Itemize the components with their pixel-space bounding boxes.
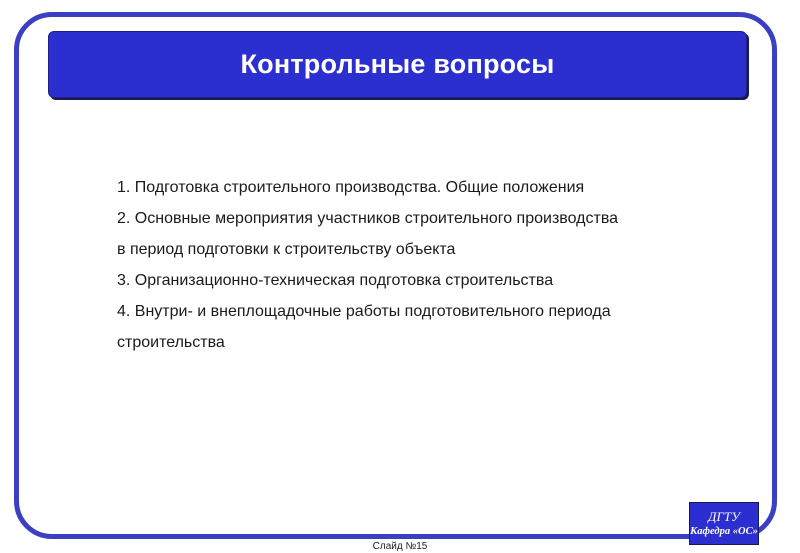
department-badge — [689, 502, 759, 545]
question-line: строительства — [117, 334, 225, 351]
title-banner — [48, 31, 747, 98]
question-line: 3. Организационно-техническая подготовка строительства — [117, 272, 554, 289]
question-line: 2. Основные мероприятия участников строительного производства — [117, 210, 619, 227]
question-line: 1. Подготовка строительного производства. Общие положения — [117, 179, 585, 196]
questions-list — [117, 172, 727, 358]
university-label: ДГТУ — [708, 508, 740, 524]
question-line: 4. Внутри- и внеплощадочные работы подготовительного периода — [117, 303, 611, 320]
department-label: Кафедра «ОС» — [690, 525, 758, 537]
slide-title: Контрольные вопросы — [240, 49, 555, 79]
slide-number: Слайд №15 — [372, 541, 428, 552]
question-line: в период подготовки к строительству объекта — [117, 241, 456, 258]
